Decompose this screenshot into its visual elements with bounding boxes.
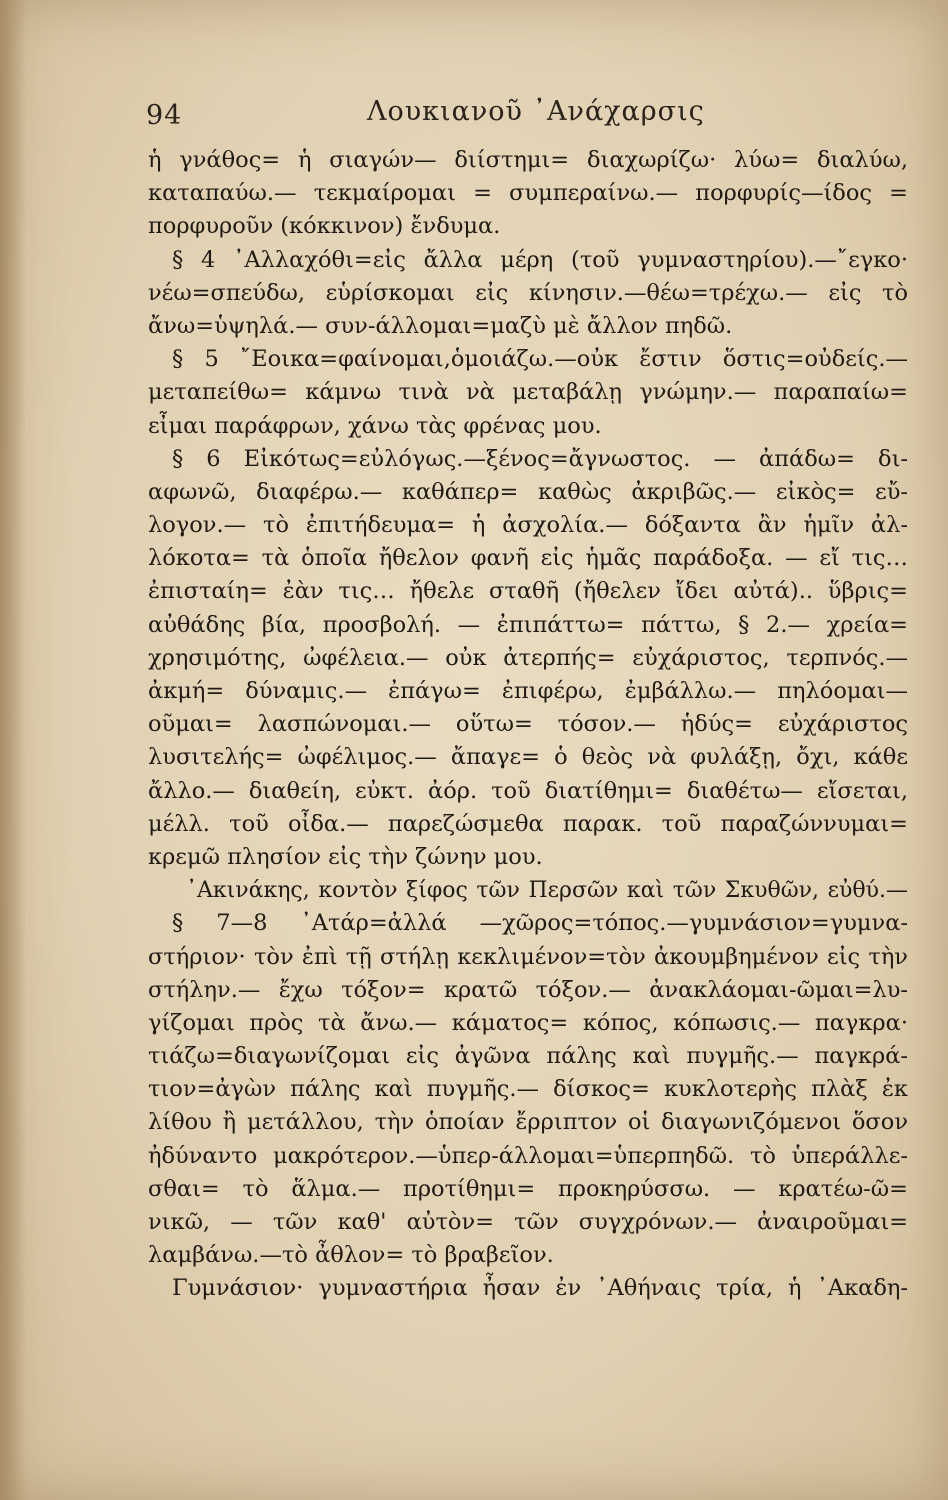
text-line: § 4 ᾿Αλλαχόθι=εἰς ἄλλα μέρη (τοῦ γυμναστηρίου).—῎εγκο· [172, 246, 908, 273]
running-title: Λουκιανοῦ ᾿Ανάχαρσις [367, 96, 705, 127]
text-line: τιον=ἀγὼν πάλης καὶ πυγμῆς.— δίσκος= κυκλοτερὴς πλὰξ ἐκ [148, 1076, 908, 1103]
text-line: ᾿Ακινάκης, κοντὸν ξίφος τῶν Περσῶν καὶ τῶν Σκυθῶν, εὐθύ.— [186, 878, 908, 904]
text-line: νέω=σπεύδω, εὑρίσκομαι εἰς κίνησιν.—θέω=τρέχω.— εἰς τὸ [148, 279, 908, 306]
text-line: αφωνῶ, διαφέρω.— καθάπερ= καθὼς ἀκριβῶς.— εἰκὸς= εὔ- [148, 478, 908, 505]
text-line: νικῶ, — τῶν καθ' αὐτὸν= τῶν συγχρόνων.— ἀναιροῦμαι= [148, 1209, 908, 1235]
page-number: 94 [146, 100, 183, 131]
text-line: ἐπισταίη= ἐὰν τις… ἤθελε σταθῆ (ἤθελεν ἴδει αὐτά).. ὕβρις= [148, 578, 908, 605]
text-line: στήριον· τὸν ἐπὶ τῇ στήλῃ κεκλιμένον=τὸν ἀκουμβημένον εἰς τὴν [148, 943, 908, 970]
text-line: στήλην.— ἔχω τόξον= κρατῶ τόξον.— ἀνακλάομαι-ῶμαι=λυ- [148, 976, 908, 1003]
text-line: πορφυροῦν (κόκκινον) ἔνδυμα. [148, 213, 501, 240]
text-line: Γυμνάσιον· γυμναστήρια ἦσαν ἐν ᾿Αθήναις τρία, ἡ ᾿Ακαδη- [172, 1275, 908, 1302]
text-line: λόκοτα= τὰ ὁποῖα ἤθελον φανῆ εἰς ἡμᾶς παράδοξα. — εἴ τις… [148, 545, 908, 572]
text-line: οῦμαι= λασπώνομαι.— οὕτω= τόσον.— ἡδύς= εὐχάριστος [148, 711, 908, 738]
page-edge-shadow [0, 0, 26, 1500]
text-line: σθαι= τὸ ἅλμα.— προτίθημι= προκηρύσσω. — κρατέω-ῶ= [148, 1175, 908, 1202]
text-line: λογον.— τὸ ἐπιτήδευμα= ἡ ἀσχολία.— δόξαντα ἂν ἡμῖν ἀλ- [148, 512, 908, 539]
text-line: χρησιμότης, ὠφέλεια.— οὐκ ἀτερπής= εὐχάριστος, τερπνός.— [148, 644, 908, 671]
page-header [0, 96, 948, 136]
text-line: § 5 ῎Εοικα=φαίνομαι,ὁμοιάζω.—οὐκ ἔστιν ὅστις=οὐδείς.— [172, 346, 908, 373]
text-line: γίζομαι πρὸς τὰ ἄνω.— κάματος= κόπος, κόπωσις.— παγκρα· [148, 1009, 908, 1036]
text-line: καταπαύω.— τεκμαίρομαι = συμπεραίνω.— πορφυρίς—ίδος = [148, 180, 908, 207]
text-line: μεταπείθω= κάμνω τινὰ νὰ μεταβάλῃ γνώμην.— παραπαίω= [148, 379, 908, 406]
text-line: λυσιτελής= ὠφέλιμος.— ἄπαγε= ὁ θεὸς νὰ φυλάξῃ, ὄχι, κάθε [148, 744, 908, 771]
text-line: λίθου ἢ μετάλλου, τὴν ὁποίαν ἔρριπτον οἱ διαγωνιζόμενοι ὅσον [148, 1109, 908, 1136]
text-line: ἡ γνάθος= ἡ σιαγών— διίστημι= διαχωρίζω· λύω= διαλύω, [148, 147, 908, 173]
text-line: § 6 Εἰκότως=εὐλόγως.—ξένος=ἄγνωστος. — ἀπάδω= δι- [172, 445, 908, 472]
text-line: μέλλ. τοῦ οἶδα.— παρεζώσμεθα παρακ. τοῦ παραζώννυμαι= [148, 810, 908, 837]
text-line: ἀκμή= δύναμις.— ἐπάγω= ἐπιφέρω, ἐμβάλλω.— πηλόομαι— [148, 678, 908, 704]
text-line: λαμβάνω.—τὸ ἆθλον= τὸ βραβεῖον. [148, 1242, 554, 1269]
text-line: ἄλλο.— διαθείη, εὐκτ. ἀόρ. τοῦ διατίθημι= διαθέτω— εἴσεται, [148, 777, 908, 804]
text-line: τιάζω=διαγωνίζομαι εἰς ἀγῶνα πάλης καὶ πυγμῆς.— παγκρά- [148, 1043, 908, 1070]
glossary-text [148, 144, 908, 1306]
text-line: § 7—8 ᾿Ατάρ=ἀλλά —χῶρος=τόπος.—γυμνάσιον=γυμνα- [172, 910, 908, 937]
text-line: αὐθάδης βία, προσβολή. — ἐπιπάττω= πάττω, § 2.— χρεία= [148, 611, 908, 638]
text-line: εἶμαι παράφρων, χάνω τὰς φρένας μου. [148, 412, 602, 439]
text-line: ἠδύναντο μακρότερον.—ὑπερ-άλλομαι=ὑπερπηδῶ. τὸ ὑπεράλλε- [148, 1142, 908, 1169]
text-line: κρεμῶ πλησίον εἰς τὴν ζώνην μου. [148, 843, 543, 870]
text-line: ἄνω=ὑψηλά.— συν-άλλομαι=μαζὺ μὲ ἄλλον πηδῶ. [148, 312, 733, 339]
